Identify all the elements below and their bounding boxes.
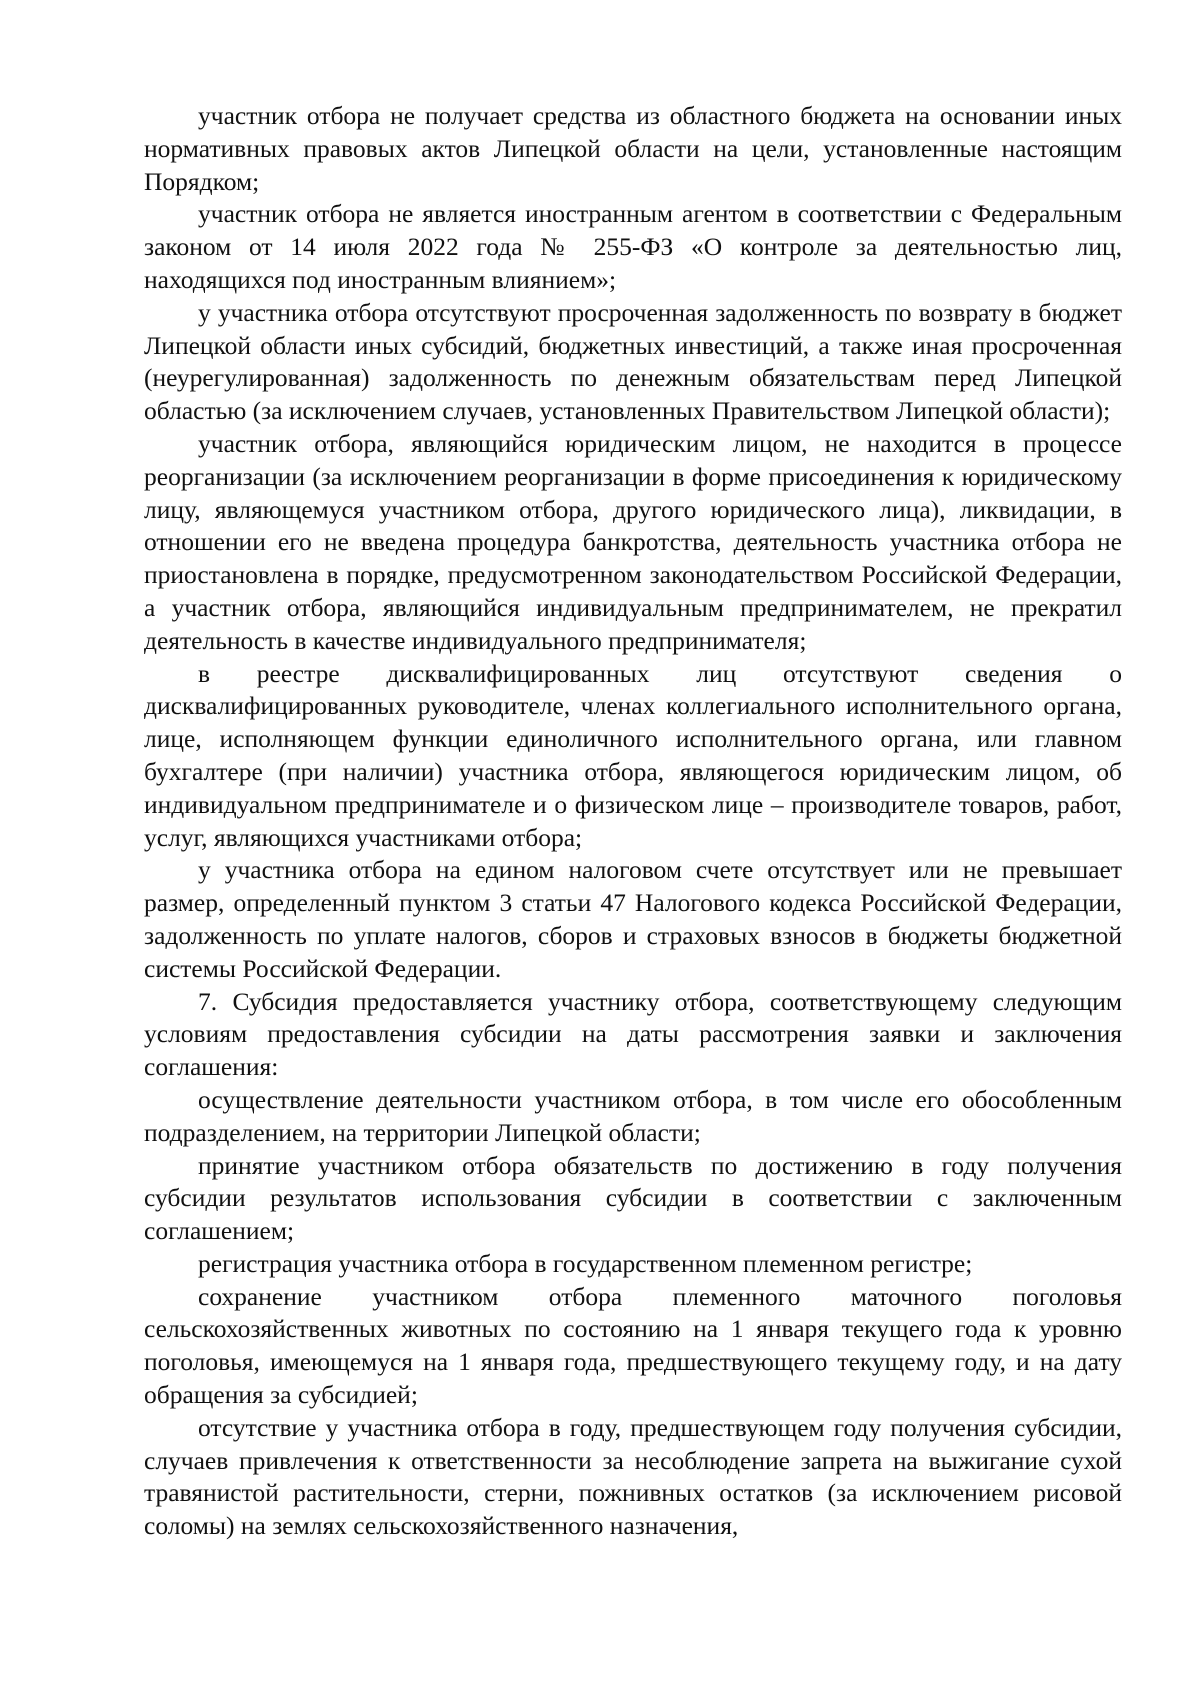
- document-page: [144, 100, 1122, 1543]
- paragraph-7: 7. Субсидия предоставляется участнику отбора, соответствующему следующим условиям предоставления субсидии на даты рассмотрения заявки и заключения соглашения:: [144, 986, 1122, 1082]
- paragraph-6: у участника отбора на едином налоговом счете отсутствует или не превышает размер, определенный пунктом 3 статьи 47 Налогового кодекса Российской Федерации, задолженность по уплате налогов, сборов и страховых взносов в бюджеты бюджетной системы Российской Федерации.: [144, 855, 1122, 983]
- paragraph-12: отсутствие у участника отбора в году, предшествующем году получения субсидии, случаев привлечения к ответственности за несоблюдение запрета на выжигание сухой травянистой растительности, стерни, пожнивных остатков (за исключением рисовой соломы) на землях сельскохозяйственного назначения,: [144, 1412, 1122, 1541]
- paragraph-11: сохранение участником отбора племенного маточного поголовья сельскохозяйственных животных по состоянию на 1 января текущего года к уровню поголовья, имеющемуся на 1 января года, предшествующего текущему году, и на дату обращения за субсидией;: [144, 1281, 1122, 1410]
- paragraph-3: у участника отбора отсутствуют просроченная задолженность по возврату в бюджет Липецкой области иных субсидий, бюджетных инвестиций, а также иная просроченная (неурегулированная) задолженность по денежным обязательствам перед Липецкой областью (за исключением случаев, установленных Правительством Липецкой области);: [144, 297, 1122, 426]
- paragraph-5: в реестре дисквалифицированных лиц отсутствуют сведения о дисквалифицированных руководителе, членах коллегиального исполнительного органа, лице, исполняющем функции единоличного исполнительного органа, или главном бухгалтере (при наличии) участника отбора, являющегося юридическим лицом, об индивидуальном предпринимателе и о физическом лице – производителе товаров, работ, услуг, являющихся участниками отбора;: [144, 658, 1122, 852]
- paragraph-8: осуществление деятельности участником отбора, в том числе его обособленным подразделением, на территории Липецкой области;: [144, 1084, 1122, 1147]
- paragraph-10: регистрация участника отбора в государственном племенном регистре;: [198, 1248, 973, 1278]
- paragraph-2: участник отбора не является иностранным агентом в соответствии с Федеральным законом от 14 июля 2022 года № 255-ФЗ «О контроле за деятельностью лиц, находящихся под иностранным влиянием»;: [144, 199, 1122, 294]
- paragraph-9: принятие участником отбора обязательств по достижению в году получения субсидии результатов использования субсидии в соответствии с заключенным соглашением;: [144, 1150, 1122, 1246]
- paragraph-1: участник отбора не получает средства из областного бюджета на основании иных нормативных правовых актов Липецкой области на цели, установленные настоящим Порядком;: [144, 101, 1122, 196]
- paragraph-4: участник отбора, являющийся юридическим лицом, не находится в процессе реорганизации (за исключением реорганизации в форме присоединения к юридическому лицу, являющемуся участником отбора, другого юридического лица), ликвидации, в отношении его не введена процедура банкротства, деятельность участника отбора не приостановлена в порядке, предусмотренном законодательством Российской Федерации, а участник отбора, являющийся индивидуальным предпринимателем, не прекратил деятельность в качестве индивидуального предпринимателя;: [144, 428, 1122, 655]
